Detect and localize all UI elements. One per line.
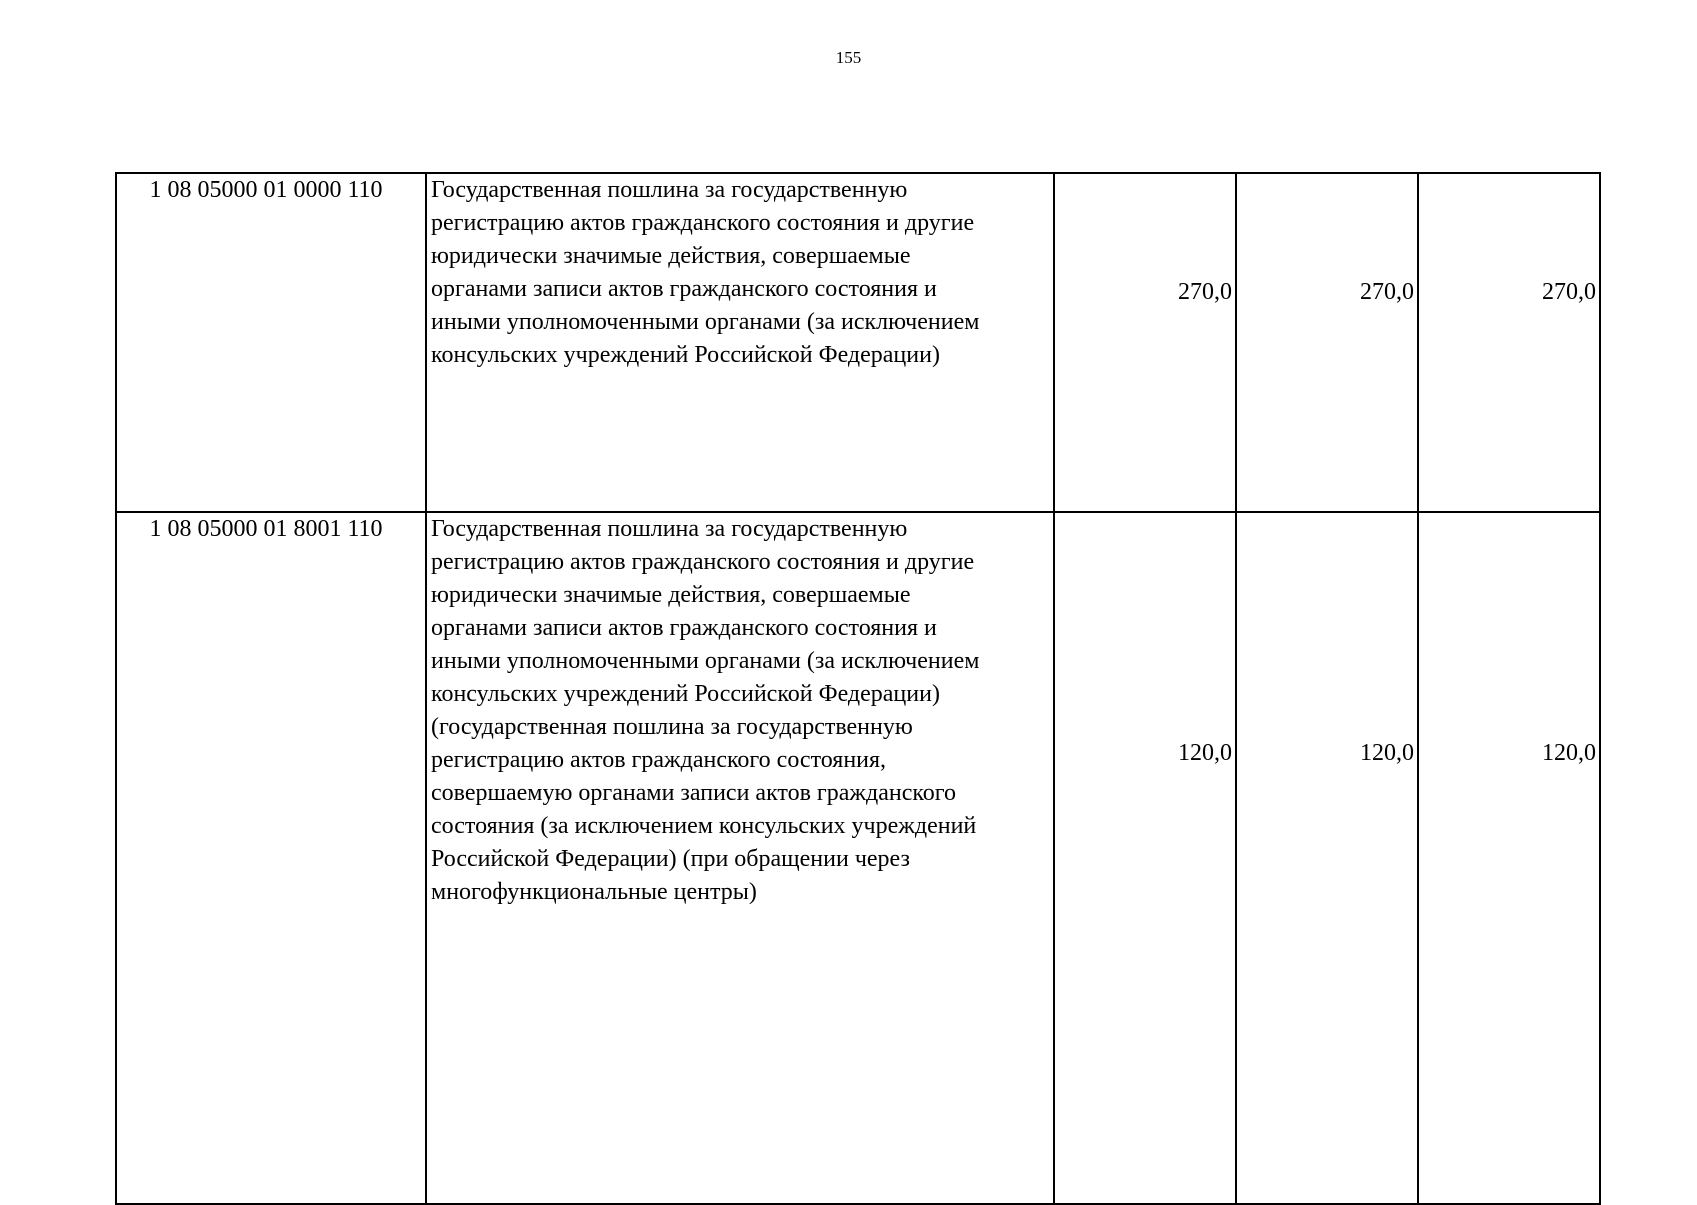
description-line: иными уполномоченными органами (за исключением	[431, 648, 980, 674]
table-row	[116, 512, 1600, 1204]
budget-code: 1 08 05000 01 0000 110	[149, 177, 383, 203]
description-line: консульских учреждений Российской Федерации)	[431, 342, 940, 368]
budget-table	[115, 172, 1601, 1205]
description-line: Российской Федерации) (при обращении через	[431, 846, 910, 872]
description-line: (государственная пошлина за государственную	[431, 714, 913, 740]
page-number: 155	[835, 48, 862, 67]
description-line: регистрацию актов гражданского состояния и другие	[431, 210, 975, 236]
description-line: иными уполномоченными органами (за исключением	[431, 309, 980, 335]
value-cell: 120,0	[1236, 512, 1418, 1204]
description-cell	[426, 173, 1054, 512]
value-cell: 270,0	[1418, 173, 1600, 512]
budget-code: 1 08 05000 01 8001 110	[149, 516, 383, 542]
description-line: юридически значимые действия, совершаемые	[431, 243, 911, 269]
description-line: Государственная пошлина за государственную	[431, 177, 908, 203]
value-cell: 270,0	[1236, 173, 1418, 512]
table-row	[116, 173, 1600, 512]
description-line: юридически значимые действия, совершаемые	[431, 582, 911, 608]
description-line: Государственная пошлина за государственную	[431, 516, 908, 542]
description-line: совершаемую органами записи актов гражданского	[431, 780, 957, 806]
budget-code-cell	[116, 173, 426, 512]
description-line: консульских учреждений Российской Федерации)	[431, 681, 940, 707]
description-line: многофункциональные центры)	[431, 879, 757, 905]
value-cell: 120,0	[1418, 512, 1600, 1204]
value-cell: 120,0	[1054, 512, 1236, 1204]
description-line: органами записи актов гражданского состояния и	[431, 615, 937, 641]
description-cell	[426, 512, 1054, 1204]
budget-code-cell	[116, 512, 426, 1204]
description-line: состояния (за исключением консульских учреждений	[431, 813, 977, 839]
value-cell: 270,0	[1054, 173, 1236, 512]
description-line: органами записи актов гражданского состояния и	[431, 276, 937, 302]
description-line: регистрацию актов гражданского состояния,	[431, 747, 887, 773]
description-line: регистрацию актов гражданского состояния и другие	[431, 549, 975, 575]
